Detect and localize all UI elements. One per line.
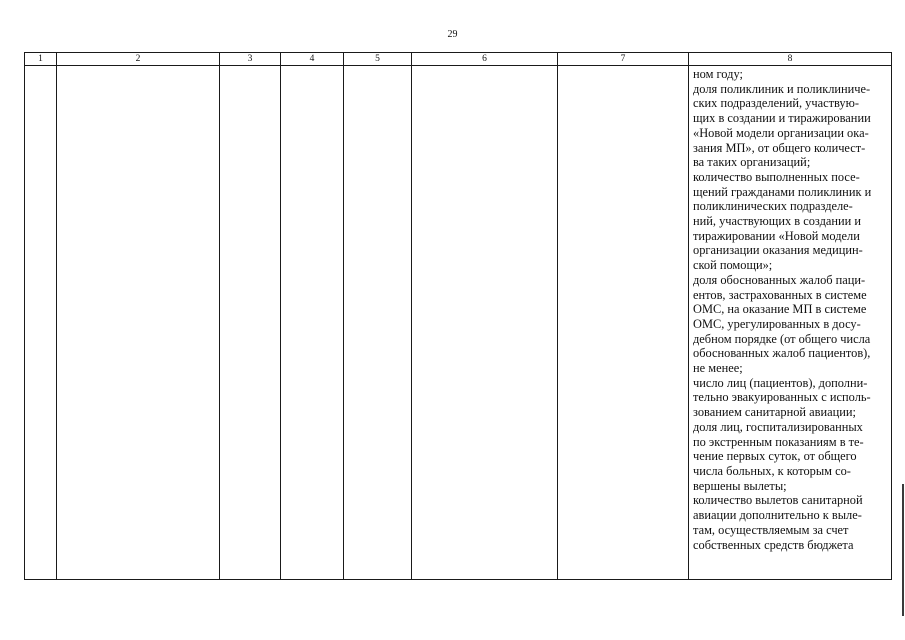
text-line: по экстренным показаниям в те- <box>693 434 864 449</box>
text-line: ном году; <box>693 67 743 81</box>
text-line: ентов, застрахованных в системе <box>693 287 867 302</box>
column-header-7: 7 <box>558 53 689 66</box>
text-line: доля обоснованных жалоб паци- <box>693 272 866 287</box>
column-header-6: 6 <box>412 53 558 66</box>
text-line: там, осуществляемым за счет <box>693 522 849 537</box>
text-line: ОМС, урегулированных в досу- <box>693 316 861 331</box>
table-cell-col-8 <box>689 66 892 580</box>
column-header-5: 5 <box>344 53 412 66</box>
text-line: чение первых суток, от общего <box>693 449 857 464</box>
text-line: собственных средств бюджета <box>693 537 854 552</box>
text-line: тельно эвакуированных с исполь- <box>693 390 871 405</box>
text-line: обоснованных жалоб пациентов), <box>693 346 871 361</box>
table-cell-col-6 <box>412 66 558 580</box>
text-line: дебном порядке (от общего числа <box>693 331 871 346</box>
text-line: доля поликлиник и поликлиниче- <box>693 81 871 96</box>
table-cell-col-7 <box>558 66 689 580</box>
text-line: ний, участвующих в создании и <box>693 214 862 229</box>
text-line: доля лиц, госпитализированных <box>693 419 863 434</box>
table-header-row <box>25 53 892 66</box>
table-cell-col-5 <box>344 66 412 580</box>
text-line: не менее; <box>693 361 743 376</box>
text-line: авиации дополнительно к выле- <box>693 508 862 523</box>
text-line: количество вылетов санитарной <box>693 493 863 508</box>
column-header-1: 1 <box>25 53 57 66</box>
text-line: зания МП», от общего количест- <box>693 140 866 155</box>
text-line: щих в создании и тиражировании <box>693 111 871 126</box>
text-line: ОМС, на оказание МП в системе <box>693 302 867 317</box>
scan-edge-mark <box>902 484 904 616</box>
table-cell-col-2 <box>57 66 220 580</box>
text-line: «Новой модели организации ока- <box>693 125 869 140</box>
text-line: зованием санитарной авиации; <box>693 405 856 420</box>
text-line: ва таких организаций; <box>693 155 811 170</box>
column-header-2: 2 <box>57 53 220 66</box>
text-line: ской помощи»; <box>693 258 773 273</box>
text-line: организации оказания медицин- <box>693 243 863 258</box>
table-cell-col-3 <box>220 66 281 580</box>
text-line: щений гражданами поликлиник и <box>693 184 872 199</box>
text-line: ских подразделений, участвую- <box>693 96 860 111</box>
text-line: числа больных, к которым со- <box>693 463 851 478</box>
page-number: 29 <box>447 29 458 40</box>
column-header-3: 3 <box>220 53 281 66</box>
text-line: тиражировании «Новой модели <box>693 228 860 243</box>
document-table <box>24 52 892 580</box>
table-cell-col-4 <box>281 66 344 580</box>
text-line: вершены вылеты; <box>693 478 787 493</box>
table-row <box>25 66 892 580</box>
text-line: количество выполненных посе- <box>693 169 860 184</box>
table-cell-col-1 <box>25 66 57 580</box>
text-line: число лиц (пациентов), дополни- <box>693 375 868 390</box>
indicator-text <box>689 66 891 552</box>
column-header-8: 8 <box>689 53 892 66</box>
column-header-4: 4 <box>281 53 344 66</box>
text-line: поликлинических подразделе- <box>693 199 853 214</box>
